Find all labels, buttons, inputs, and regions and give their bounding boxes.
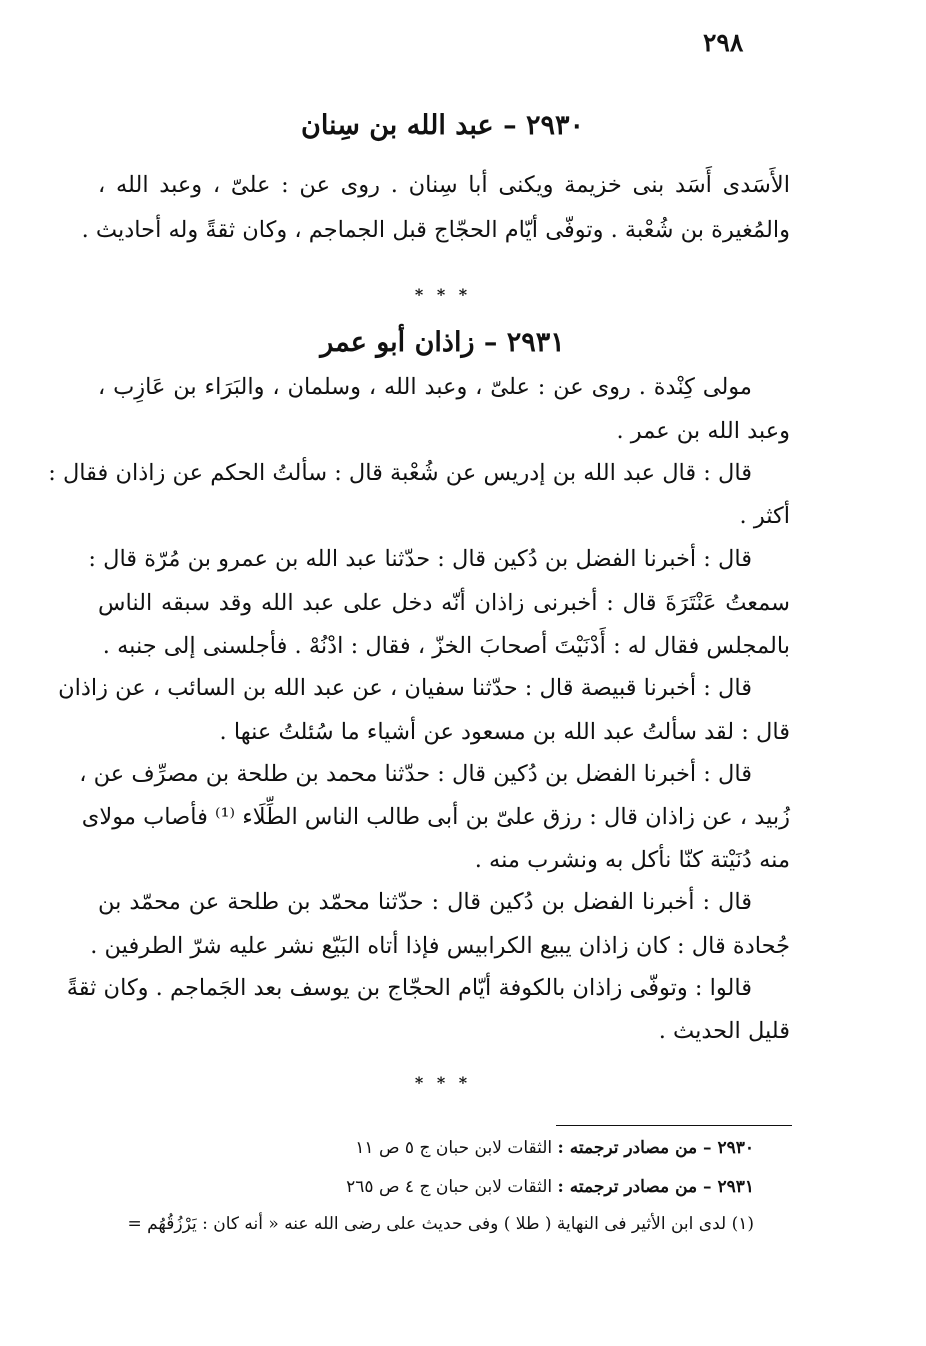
text-line: جُحادة قال : كان زاذان يبيع الكرابيس فإذا أتاه البَيّع نشر عليه شرّ الطرفين . — [90, 933, 790, 959]
footnote-label: ٢٩٣١ – من مصادر ترجمته : — [557, 1177, 754, 1197]
text-line: مولى كِنْدة . روى عن : علىّ ، وعبد الله ، وسلمان ، والبَرَاء بن عَازِب ، — [98, 374, 752, 400]
text-line: والمُغيرة بن شُعْبة . وتوفّى أيّام الحجّاج قبل الجماجم ، وكان ثقةً وله أحاديث . — [81, 217, 790, 243]
text-line: منه دُنَيْتة كنّا نأكل به ونشرب منه . — [474, 847, 790, 873]
text-line: قال : قال عبد الله بن إدريس عن شُعْبة قال : سألتُ الحكم عن زاذان فقال : — [48, 460, 752, 486]
footnote — [346, 1177, 754, 1197]
footnote-rule — [556, 1125, 792, 1126]
page-number: ٢٩٨ — [703, 28, 744, 57]
text-line: قال : أخبرنا الفضل بن دُكين قال : حدّثنا محمد بن طلحة بن مصرِّف عن ، — [79, 761, 752, 787]
footnote-text: (١) لدى ابن الأثير فى النهاية ( طلا ) وفى حديث على رضى الله عنه « أنه كان : يَرْزُقُهُم = — [127, 1214, 754, 1234]
text-line: قالوا : وتوفّى زاذان بالكوفة أيّام الحجّاج بن يوسف بعد الجَماجم . وكان ثقةً — [66, 975, 752, 1001]
text-line: بالمجلس فقال له : أَدْنَيْتَ أصحابَ الخزّ ، فقال : ادْنُهْ . فأجلسنى إلى جنبه . — [102, 633, 790, 659]
section-separator: * * * — [414, 1073, 472, 1092]
text-line: قال : لقد سألتُ عبد الله بن مسعود عن أشياء ما سُئلتُ عنها . — [219, 719, 790, 745]
text-line: سمعتُ عَنْتَرَةَ قال : أخبرنى زاذان أنّه دخل على عبد الله وقد سبقه الناس — [98, 590, 790, 616]
footnote — [127, 1214, 754, 1234]
text-line: أكثر . — [739, 503, 790, 529]
footnote-text: الثقات لابن حبان ج ٥ ص ١١ — [355, 1138, 558, 1158]
entry-title: ٢٩٣١ – زاذان أبو عمر — [320, 327, 565, 358]
text-line: قليل الحديث . — [658, 1018, 790, 1044]
text-line: قال : أخبرنا الفضل بن دُكين قال : حدّثنا عبد الله بن عمرو بن مُرّة قال : — [88, 546, 752, 572]
text-line: وعبد الله بن عمر . — [616, 418, 790, 444]
entry-title: ٢٩٣٠ – عبد الله بن سِنان — [301, 110, 584, 141]
section-separator: * * * — [414, 285, 472, 304]
text-line: قال : أخبرنا قبيصة قال : حدّثنا سفيان ، عن عبد الله بن السائب ، عن زاذان — [58, 675, 752, 701]
footnote — [355, 1138, 754, 1158]
footnote-text: الثقات لابن حبان ج ٤ ص ٢٦٥ — [346, 1177, 558, 1197]
text-line: زُبيد ، عن زاذان قال : رزق علىّ بن أبى طالب الناس الطِّلَاء ⁽¹⁾ فأصاب مولاى — [81, 804, 790, 830]
text-line: قال : أخبرنا الفضل بن دُكين قال : حدّثنا محمّد بن طلحة عن محمّد بن — [98, 889, 752, 915]
footnote-label: ٢٩٣٠ – من مصادر ترجمته : — [557, 1138, 754, 1158]
text-line: الأَسَدى أَسَد بنى خزيمة ويكنى أبا سِنان . روى عن : علىّ ، وعبد الله ، — [98, 172, 790, 198]
